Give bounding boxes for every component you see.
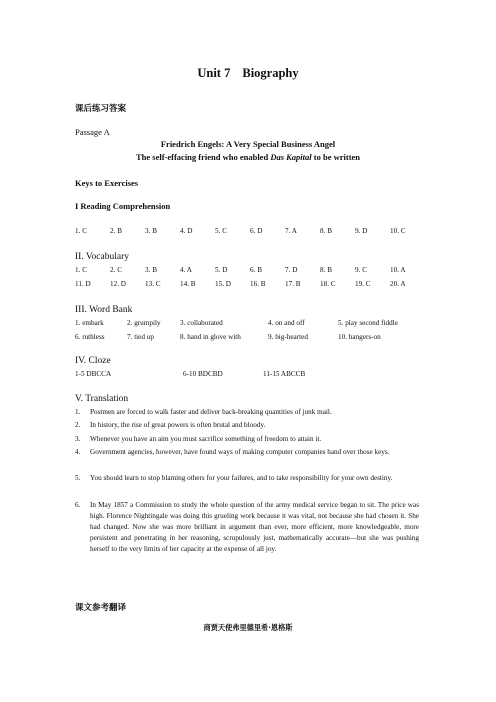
item-text: Postmen are forced to walk faster and deliver back-breaking quantities of junk mail. [90,408,332,416]
translation-item [75,500,419,555]
section-reading-heading: I Reading Comprehension [75,201,171,211]
item-number: 6. [75,501,81,509]
translation-title: 商贾天使弗里德里希·恩格斯 [203,623,293,632]
article-title: Friedrich Engels: A Very Special Business Angel [160,139,336,149]
answer-cell: 2. grumpily [127,319,161,327]
answer-cell: 8. B [320,227,332,235]
answer-cell: 7. tied up [127,333,154,341]
answer-cell: 3. collaborated [180,319,223,327]
item-text: Government agencies, however, have found ways of making computer companies hand over those keys. [90,448,390,456]
section-translation-heading: V. Translation [75,394,129,404]
answer-cell: 9. D [355,227,368,235]
answer-cell: 5. play second fiddle [338,319,398,327]
answer-cell: 17. B [285,280,301,288]
answer-cell: 19. C [355,280,371,288]
answer-cell: 6. B [250,266,262,274]
answer-cell: 3. B [145,266,157,274]
item-text: In May 1857 a Commission to study the whole question of the army medical service began to sit. The price was high. Florence Nightingale was doing this grueling work because it was vital, not because she had chosen it. She had changed. Now she was more brilliant in argument than ever, more efficient, more knowledgeable, more persistent and penetrating in her reasoning, scrupulously just, mathematically accurate—but she was pushing herself to the very limits of her capacity at the expense of all joy. [90,501,419,553]
answer-cell: 8. hand in glove with [180,333,241,341]
section-vocabulary-heading: II. Vocabulary [75,252,129,262]
answer-cell: 1. embark [75,319,104,327]
answer-cell: 5. C [215,227,227,235]
item-text: You should learn to stop blaming others for your failures, and to take responsibility for your own destiny. [90,474,393,482]
item-text: In history, the rise of great powers is often brutal and bloody. [90,421,266,429]
answer-cell: 1. C [75,227,87,235]
translation-item [75,447,419,458]
answer-cell: 10. A [390,266,406,274]
translation-item [75,420,419,431]
answer-cell: 10. hangers-on [338,333,381,341]
answer-cell: 9. big-hearted [268,333,308,341]
item-number: 5. [75,474,81,482]
translation-item [75,407,419,418]
answer-cell: 8. B [320,266,332,274]
answer-cell: 4. A [180,266,192,274]
answer-cell: 14. B [180,280,196,288]
answer-cell: 7. D [285,266,298,274]
answer-cell: 11-15 ABCCB [263,370,306,378]
answer-cell: 2. C [110,266,122,274]
answer-cell: 4. D [180,227,193,235]
answer-cell: 5. D [215,266,228,274]
section-wordbank-heading: III. Word Bank [75,305,133,315]
keys-heading: Keys to Exercises [75,178,139,188]
answer-cell: 9. C [355,266,367,274]
answer-cell: 16. B [250,280,266,288]
item-number: 3. [75,435,81,443]
section-cloze-heading: IV. Cloze [75,356,111,366]
answer-cell: 4. on and off [268,319,305,327]
subtitle-italic: Das Kapital [270,152,312,162]
answer-cell: 15. D [215,280,231,288]
translation-reference-heading: 课文参考翻译 [75,603,127,613]
answer-cell: 18. C [320,280,336,288]
answer-cell: 6-10 BDCBD [183,370,223,378]
unit-number: Unit 7 [197,66,231,80]
answer-cell: 13. C [145,280,161,288]
answer-cell: 20. A [390,280,406,288]
item-number: 4. [75,448,81,456]
answer-cell: 7. A [285,227,297,235]
answer-cell: 6. ruthless [75,333,105,341]
passage-label: Passage A [75,127,110,137]
translation-item [75,434,419,445]
answer-cell: 11. D [75,280,91,288]
unit-title [0,66,496,81]
item-number: 1. [75,408,81,416]
answer-cell: 3. B [145,227,157,235]
subtitle-text-end: to be written [311,152,361,162]
answer-cell: 12. D [110,280,126,288]
item-text: Whenever you have an aim you must sacrifice something of freedom to attain it. [90,435,322,443]
article-subtitle [0,152,496,162]
unit-topic: Biography [242,66,299,80]
item-number: 2. [75,421,81,429]
answer-cell: 2. B [110,227,122,235]
answer-cell: 1-5 DBCCA [75,370,112,378]
subtitle-text: The self-effacing friend who enabled [135,152,271,162]
answer-cell: 6. D [250,227,263,235]
translation-item [75,473,419,484]
answers-heading: 课后练习答案 [75,104,127,114]
answer-cell: 1. C [75,266,87,274]
answer-cell: 10. C [390,227,406,235]
